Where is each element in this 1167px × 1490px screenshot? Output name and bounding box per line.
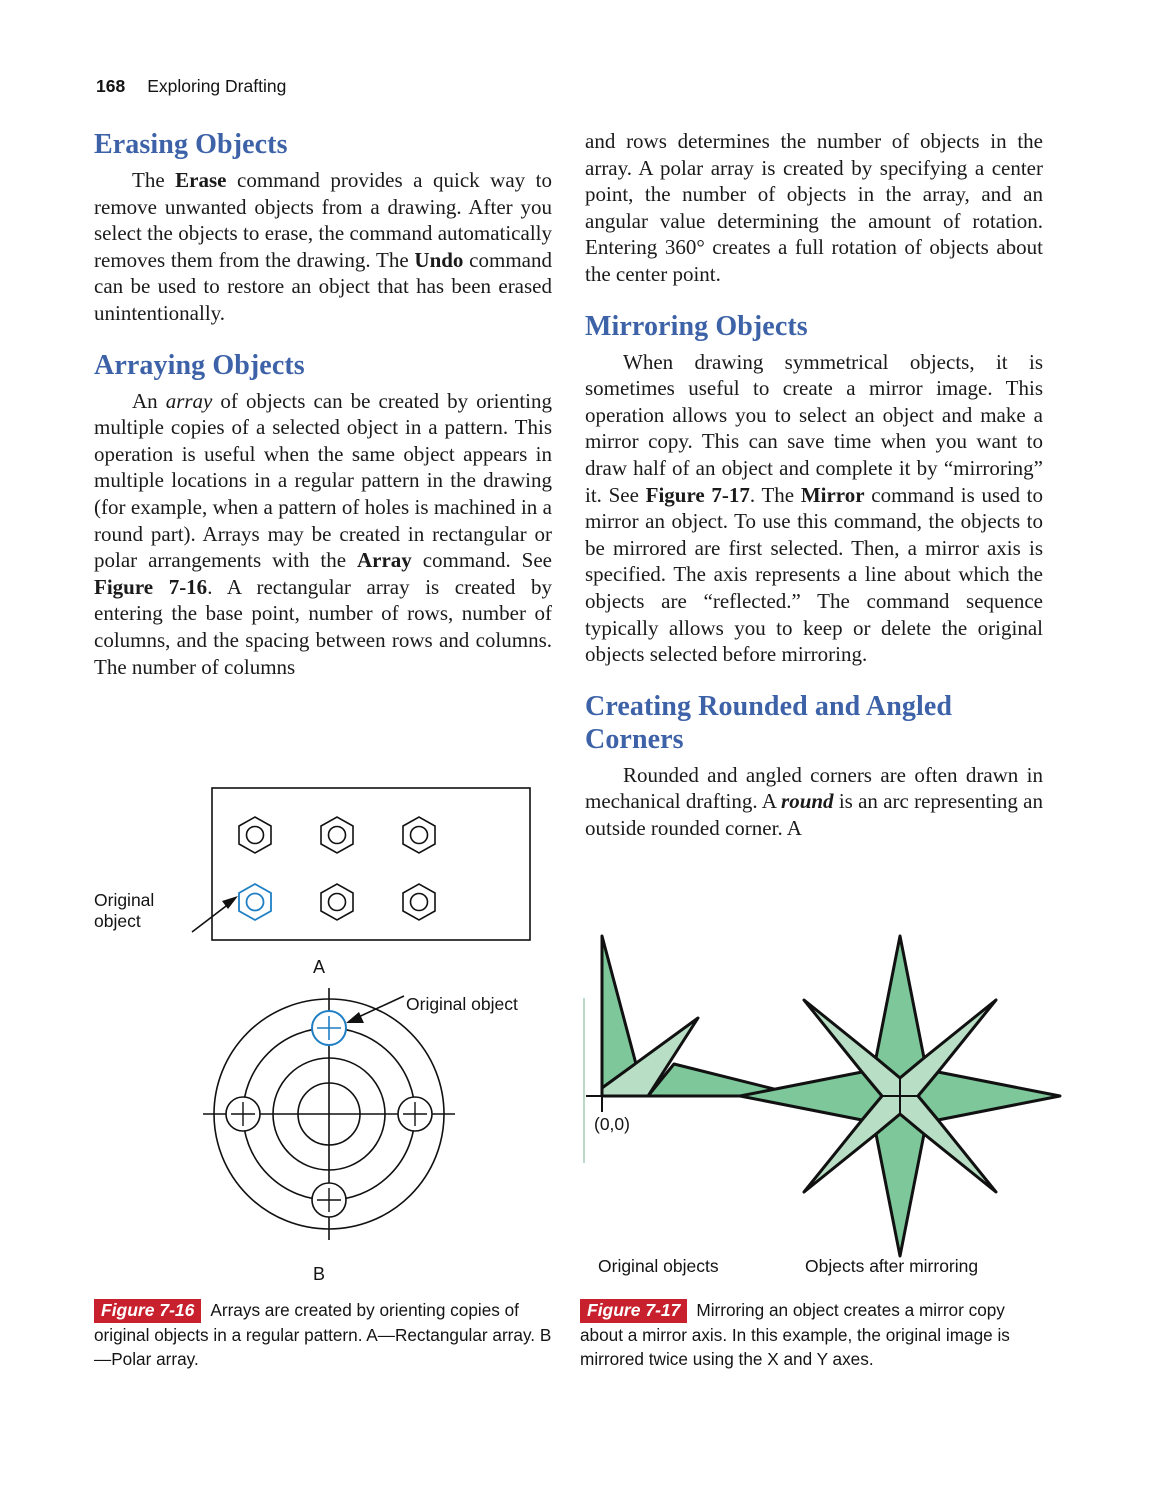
hex-nut-hole [329, 894, 346, 911]
term-round: round [781, 789, 834, 814]
figure-7-17-caption-text: Mirroring an object creates a mirror copy about a mirror axis. In this example, the original image is mirrored twice using the X and Y axes. [580, 1300, 1010, 1369]
bolt-hole-right [398, 1097, 432, 1131]
callout-line-1: Original [94, 890, 155, 910]
hex-nut-hole-original [247, 894, 264, 911]
term-undo: Undo [414, 247, 464, 272]
text-run: command. See [411, 548, 552, 573]
figure-7-16-caption-text: Arrays are created by orienting copies of original objects in a regular pattern. A—Rectangular array. B—Polar array. [94, 1300, 552, 1369]
hex-nut-hole [247, 827, 264, 844]
bolt-hole-bottom [312, 1183, 346, 1217]
text-run: . A rectangular array is created by entering the base point, number of rows, number of columns, and the spacing between rows and columns. The number of columns [94, 574, 552, 679]
callout-label-original-object-a [94, 890, 178, 932]
text-run: command provides a quick way to remove unwanted objects from a drawing. After you select the objects to erase, the command automatically removes them from the drawing. The [94, 168, 552, 272]
text-run: When drawing symmetrical objects, it is sometimes useful to create a mirror image. This operation allows you to select an object and make a mirror copy. This can save time when you want to draw half of an object and complete it by “mirroring” it. See [585, 349, 1043, 507]
xref-figure-7-17: Figure 7-17 [645, 482, 750, 507]
paragraph-rounded-corners [585, 762, 1043, 842]
text-run: Rounded and angled corners are often drawn in mechanical drafting. A [585, 762, 1043, 814]
xref-figure-7-16: Figure 7-16 [94, 574, 208, 599]
running-head [96, 76, 286, 97]
heading-creating-rounded-angled-corners: Creating Rounded and Angled Corners [585, 690, 953, 755]
bolt-hole-left [226, 1097, 260, 1131]
left-column [94, 128, 552, 680]
rectangular-array-drawing [94, 782, 564, 972]
text-run: . The [749, 482, 801, 507]
figure-7-17-graphic [580, 928, 1050, 1278]
hex-nut [403, 884, 435, 920]
figure-7-17-badge: Figure 7-17 [580, 1299, 687, 1323]
mirrored-eight-point-star [740, 936, 1060, 1256]
hex-nut [321, 817, 353, 853]
hex-nut-original-highlighted [239, 884, 271, 920]
star-point-west-dark [740, 1072, 882, 1120]
star-point-north-dark [876, 936, 924, 1078]
hex-nut [403, 817, 435, 853]
paragraph-erasing-objects [94, 167, 552, 327]
hex-nut-hole [329, 827, 346, 844]
heading-mirroring-objects: Mirroring Objects [585, 310, 808, 342]
bolt-hole-top-original [312, 1011, 346, 1045]
label-original-objects: Original objects [598, 1256, 719, 1276]
term-mirror: Mirror [800, 482, 865, 507]
callout-arrow-b [346, 996, 404, 1023]
figure-7-16-graphic [94, 782, 564, 1292]
running-head-title: Exploring Drafting [147, 76, 287, 96]
text-run: command is used to mirror an object. To use this command, the objects to be mirrored are first selected. Then, a mirror axis is specified. The axis represents a line about which the objects are “reflected.” The command sequence typically allows you to keep or delete the original objects selected before mirroring. [585, 482, 1043, 667]
hex-nut [321, 884, 353, 920]
hex-nut-row-2 [239, 884, 435, 920]
mirroring-star-drawing [580, 928, 1050, 1238]
text-run: The [132, 168, 176, 193]
label-objects-after-mirroring: Objects after mirroring [805, 1256, 979, 1276]
right-column [585, 128, 1043, 842]
hex-nut [239, 817, 271, 853]
heading-erasing-objects: Erasing Objects [94, 129, 288, 160]
hex-nut-hole [411, 827, 428, 844]
term-array: array [165, 388, 213, 413]
part-letter-b: B [313, 1264, 326, 1284]
callout-label-original-object-b: Original object [406, 994, 518, 1014]
text-run: An [132, 388, 166, 413]
part-letter-a: A [313, 957, 326, 977]
figure-7-16-badge: Figure 7-16 [94, 1299, 201, 1323]
term-array-command: Array [356, 548, 412, 573]
page-number: 168 [96, 76, 126, 96]
figure-7-16-caption [94, 1298, 562, 1371]
paragraph-mirroring-objects [585, 349, 1043, 668]
heading-arraying-objects: Arraying Objects [94, 349, 305, 381]
hex-nut-hole [411, 894, 428, 911]
text-run: is an arc representing an outside rounded corner. A [585, 789, 1043, 840]
polar-array-drawing [94, 992, 564, 1282]
callout-line-2: object [94, 911, 141, 931]
star-point-east-dark [918, 1072, 1060, 1120]
text-run: command can be used to restore an object that has been erased unintentionally. [94, 247, 552, 325]
star-point-south-dark [876, 1114, 924, 1256]
term-erase: Erase [175, 168, 227, 193]
figure-7-17-caption [580, 1298, 1048, 1371]
paragraph-arraying-objects [94, 388, 552, 681]
paragraph-array-continued: and rows determines the number of objects in the array. A polar array is created by specifying a center point, the number of objects in the array, and an angular value determining the amount of rotation. Entering 360° creates a full rotation of objects about the center point. [585, 129, 1043, 286]
hex-nut-row-1 [239, 817, 435, 853]
callout-arrow-a [192, 896, 238, 932]
origin-coordinate-label: (0,0) [594, 1114, 630, 1134]
text-run: of objects can be created by orienting multiple copies of a selected object in a pattern. This operation is useful when the same object appears in multiple locations in a regular pattern in the drawing (for example, when a pattern of holes is machined in a round part). Arrays may be created in rectangular or polar arrangements with the [94, 388, 552, 573]
